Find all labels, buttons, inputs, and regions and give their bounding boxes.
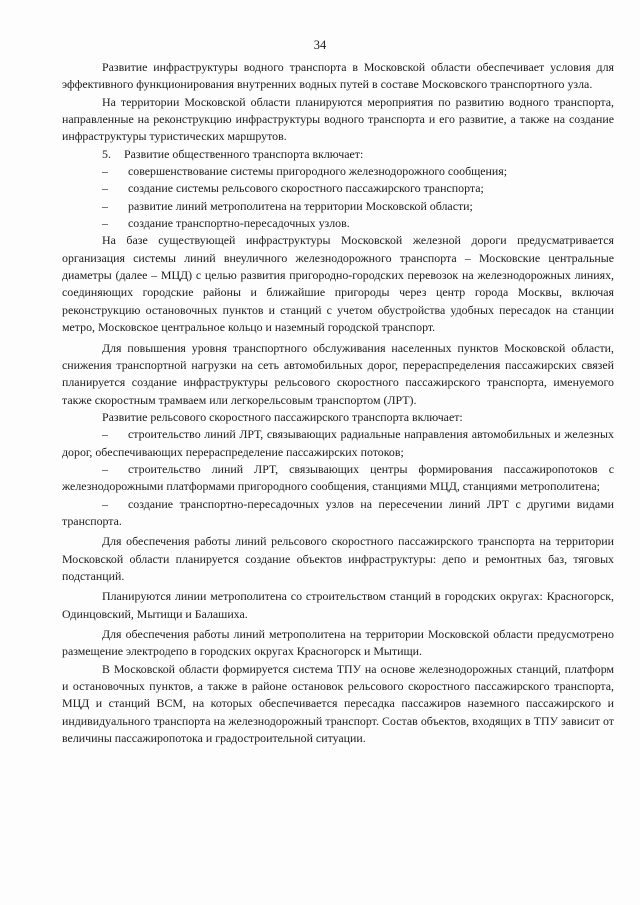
paragraph-mcd: На базе существующей инфраструктуры Московской железной дороги предусматривается организация системы линий внеуличного железнодорожного транспорта – Московские центральные диаметры (далее – МЦД) с целью развития пригородно-городских перевозок на железнодорожных линиях, соединяющих городские районы и ближайшие пригороды через центр города Москвы, включая реконструкцию остановочных пунктов и станций с учетом обустройства удобных пересадок на станции метро, Московское центральное кольцо и наземный городской транспорт. (62, 233, 614, 335)
bullet-text: создание системы рельсового скоростного пассажирского транспорта; (128, 181, 484, 196)
paragraph-lrt-includes: Развитие рельсового скоростного пассажирского транспорта включает: (102, 409, 463, 424)
section-5-text: Развитие общественного транспорта включает: (124, 146, 364, 161)
page-number: 34 (313, 38, 327, 52)
dash-marker: – (102, 427, 108, 442)
section-number: 5. (102, 146, 111, 161)
dash-marker: – (102, 496, 108, 511)
bullet-item (62, 215, 614, 232)
paragraph-metro-depots: Для обеспечения работы линий метрополитена на территории Московской области предусмотрено размещение электродепо в городских округах Красногорск и Мытищи. (62, 627, 614, 659)
dash-marker: – (102, 181, 108, 196)
bullet-item (62, 180, 614, 197)
bullet-item (62, 198, 614, 215)
paragraph-metro-lines: Планируются линии метрополитена со строительством станций в городских округах: Красногорск, Одинцовский, Мытищи и Балашиха. (62, 589, 614, 621)
paragraph-lrt-intro: Для повышения уровня транспортного обслуживания населенных пунктов Московской области, снижения транспортной нагрузки на сеть автомобильных дорог, перераспределения пассажирских связей планируется создание инфраструктуры рельсового скоростного пассажирского транспорта, именуемого также скоростным трамваем или легкорельсовым транспортом (ЛРТ). (62, 340, 614, 407)
bullet-text: развитие линий метрополитена на территории Московской области; (128, 198, 473, 213)
dash-item-text: строительство линий ЛРТ, связывающих центры формирования пассажиропотоков с железнодорожными платформами пригородного сообщения, станциями МЦД, станциями метрополитена; (62, 461, 614, 494)
dash-item (62, 426, 614, 461)
paragraph-lrt-depots: Для обеспечения работы линий рельсового скоростного пассажирского транспорта на территории Московской области планируется создание объектов инфраструктуры: депо и ремонтных баз, тяговых подстанций. (62, 534, 614, 583)
bullet-text: создание транспортно-пересадочных узлов. (128, 216, 350, 231)
bullet-item (62, 163, 614, 180)
dash-marker: – (102, 461, 108, 476)
paragraph-water-infrastructure: Развитие инфраструктуры водного транспорта в Московской области обеспечивает условия для эффективного функционирования внутренних водных путей в составе Московского транспортного узла. (62, 60, 614, 92)
paragraph-water-measures: На территории Московской области планируются мероприятия по развитию водного транспорта, направленные на реконструкцию инфраструктуры водного транспорта и его развитие, а также на создание инфраструктуры туристических маршрутов. (62, 94, 614, 144)
dash-marker: – (102, 216, 108, 231)
dash-marker: – (102, 198, 108, 213)
section-5-heading (62, 146, 614, 163)
dash-item (62, 461, 614, 496)
bullet-text: совершенствование системы пригородного железнодорожного сообщения; (128, 164, 508, 179)
dash-item-text: создание транспортно-пересадочных узлов на пересечении линий ЛРТ с другими видами транспорта. (62, 496, 614, 528)
dash-marker: – (102, 164, 108, 179)
paragraph-tpu: В Московской области формируется система ТПУ на основе железнодорожных станций, платформ и остановочных пунктов, а также в районе остановок рельсового скоростного пассажирского транспорта, МЦД и станций ВСМ, на которых обеспечивается пересадка пассажиров наземного пассажирского и индивидуального транспорта на железнодорожный транспорт. Состав объектов, входящих в ТПУ зависит от величины пассажиропотока и градостроительной ситуации. (62, 661, 614, 746)
dash-item-text: строительство линий ЛРТ, связывающих радиальные направления автомобильных и железных дорог, обеспечивающих перераспределение пассажирских потоков; (62, 427, 614, 459)
document-body (62, 59, 614, 747)
dash-item (62, 496, 614, 531)
